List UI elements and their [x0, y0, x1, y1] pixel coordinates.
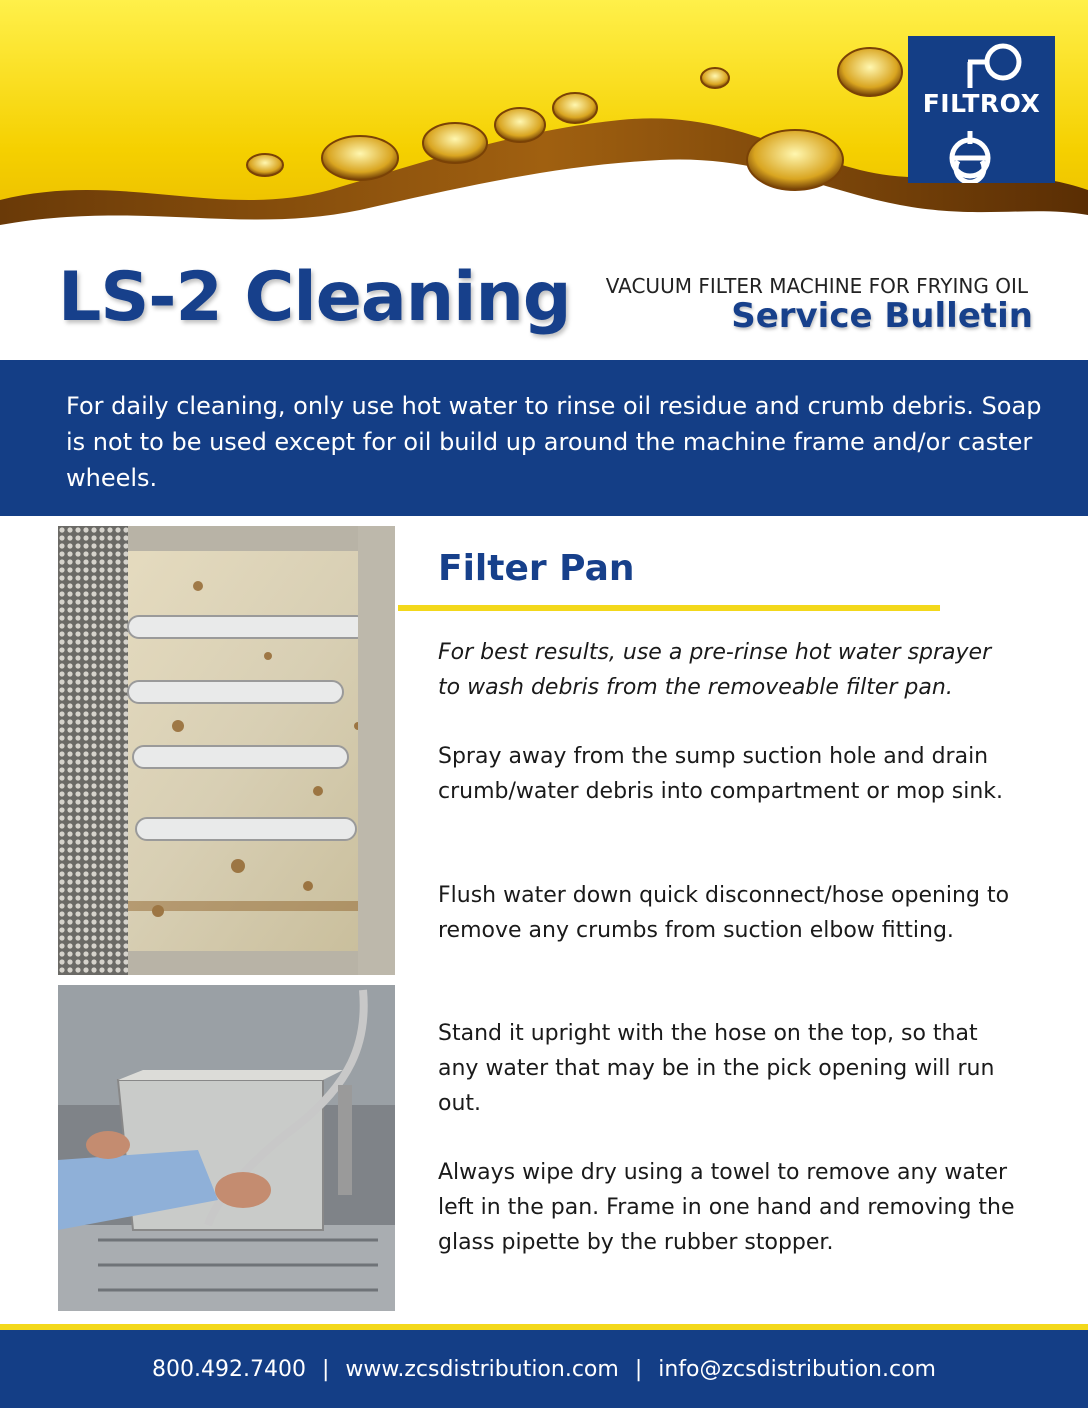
intro-text: For daily cleaning, only use hot water to rinse oil residue and crumb debris. Soap is not to be used except for oil build up around the machine frame and/or caster wheels.: [66, 392, 1042, 492]
footer-phone: 800.492.7400: [152, 1356, 306, 1382]
paragraph-spray: Spray away from the sump suction hole and drain crumb/water debris into compartment or mop sink.: [438, 744, 1004, 804]
paragraph-upright: Stand it upright with the hose on the top, so that any water that may be in the pick opening will run out.: [438, 1021, 995, 1116]
washing-pan-image: [58, 985, 395, 1311]
section-heading: Filter Pan: [438, 548, 635, 589]
section-divider: [398, 605, 940, 611]
subtitle-category: VACUUM FILTER MACHINE FOR FRYING OIL: [605, 274, 1028, 298]
subtitle-bulletin: Service Bulletin: [731, 296, 1033, 336]
footer-separator: |: [321, 1356, 330, 1382]
filter-pan-photo: [58, 526, 395, 975]
page-title: LS-2 Cleaning: [58, 258, 571, 337]
washing-pan-photo: [58, 985, 395, 1311]
footer-contact: [0, 1330, 1088, 1408]
filtrox-logo: [908, 36, 1055, 183]
intro-band: [0, 360, 1088, 516]
footer-email-link[interactable]: info@zcsdistribution.com: [658, 1356, 936, 1382]
footer-separator: |: [634, 1356, 643, 1382]
footer-website-link[interactable]: www.zcsdistribution.com: [345, 1356, 619, 1382]
paragraph-pre-rinse: For best results, use a pre-rinse hot water sprayer to wash debris from the removeable filter pan.: [438, 640, 992, 700]
logo-text: FILTROX: [922, 89, 1041, 118]
paragraph-flush: Flush water down quick disconnect/hose opening to remove any crumbs from suction elbow fitting.: [438, 883, 1010, 943]
paragraph-wipe-dry: Always wipe dry using a towel to remove any water left in the pan. Frame in one hand and removing the glass pipette by the rubber stopper.: [438, 1160, 1015, 1255]
filter-pan-image: [58, 526, 395, 975]
